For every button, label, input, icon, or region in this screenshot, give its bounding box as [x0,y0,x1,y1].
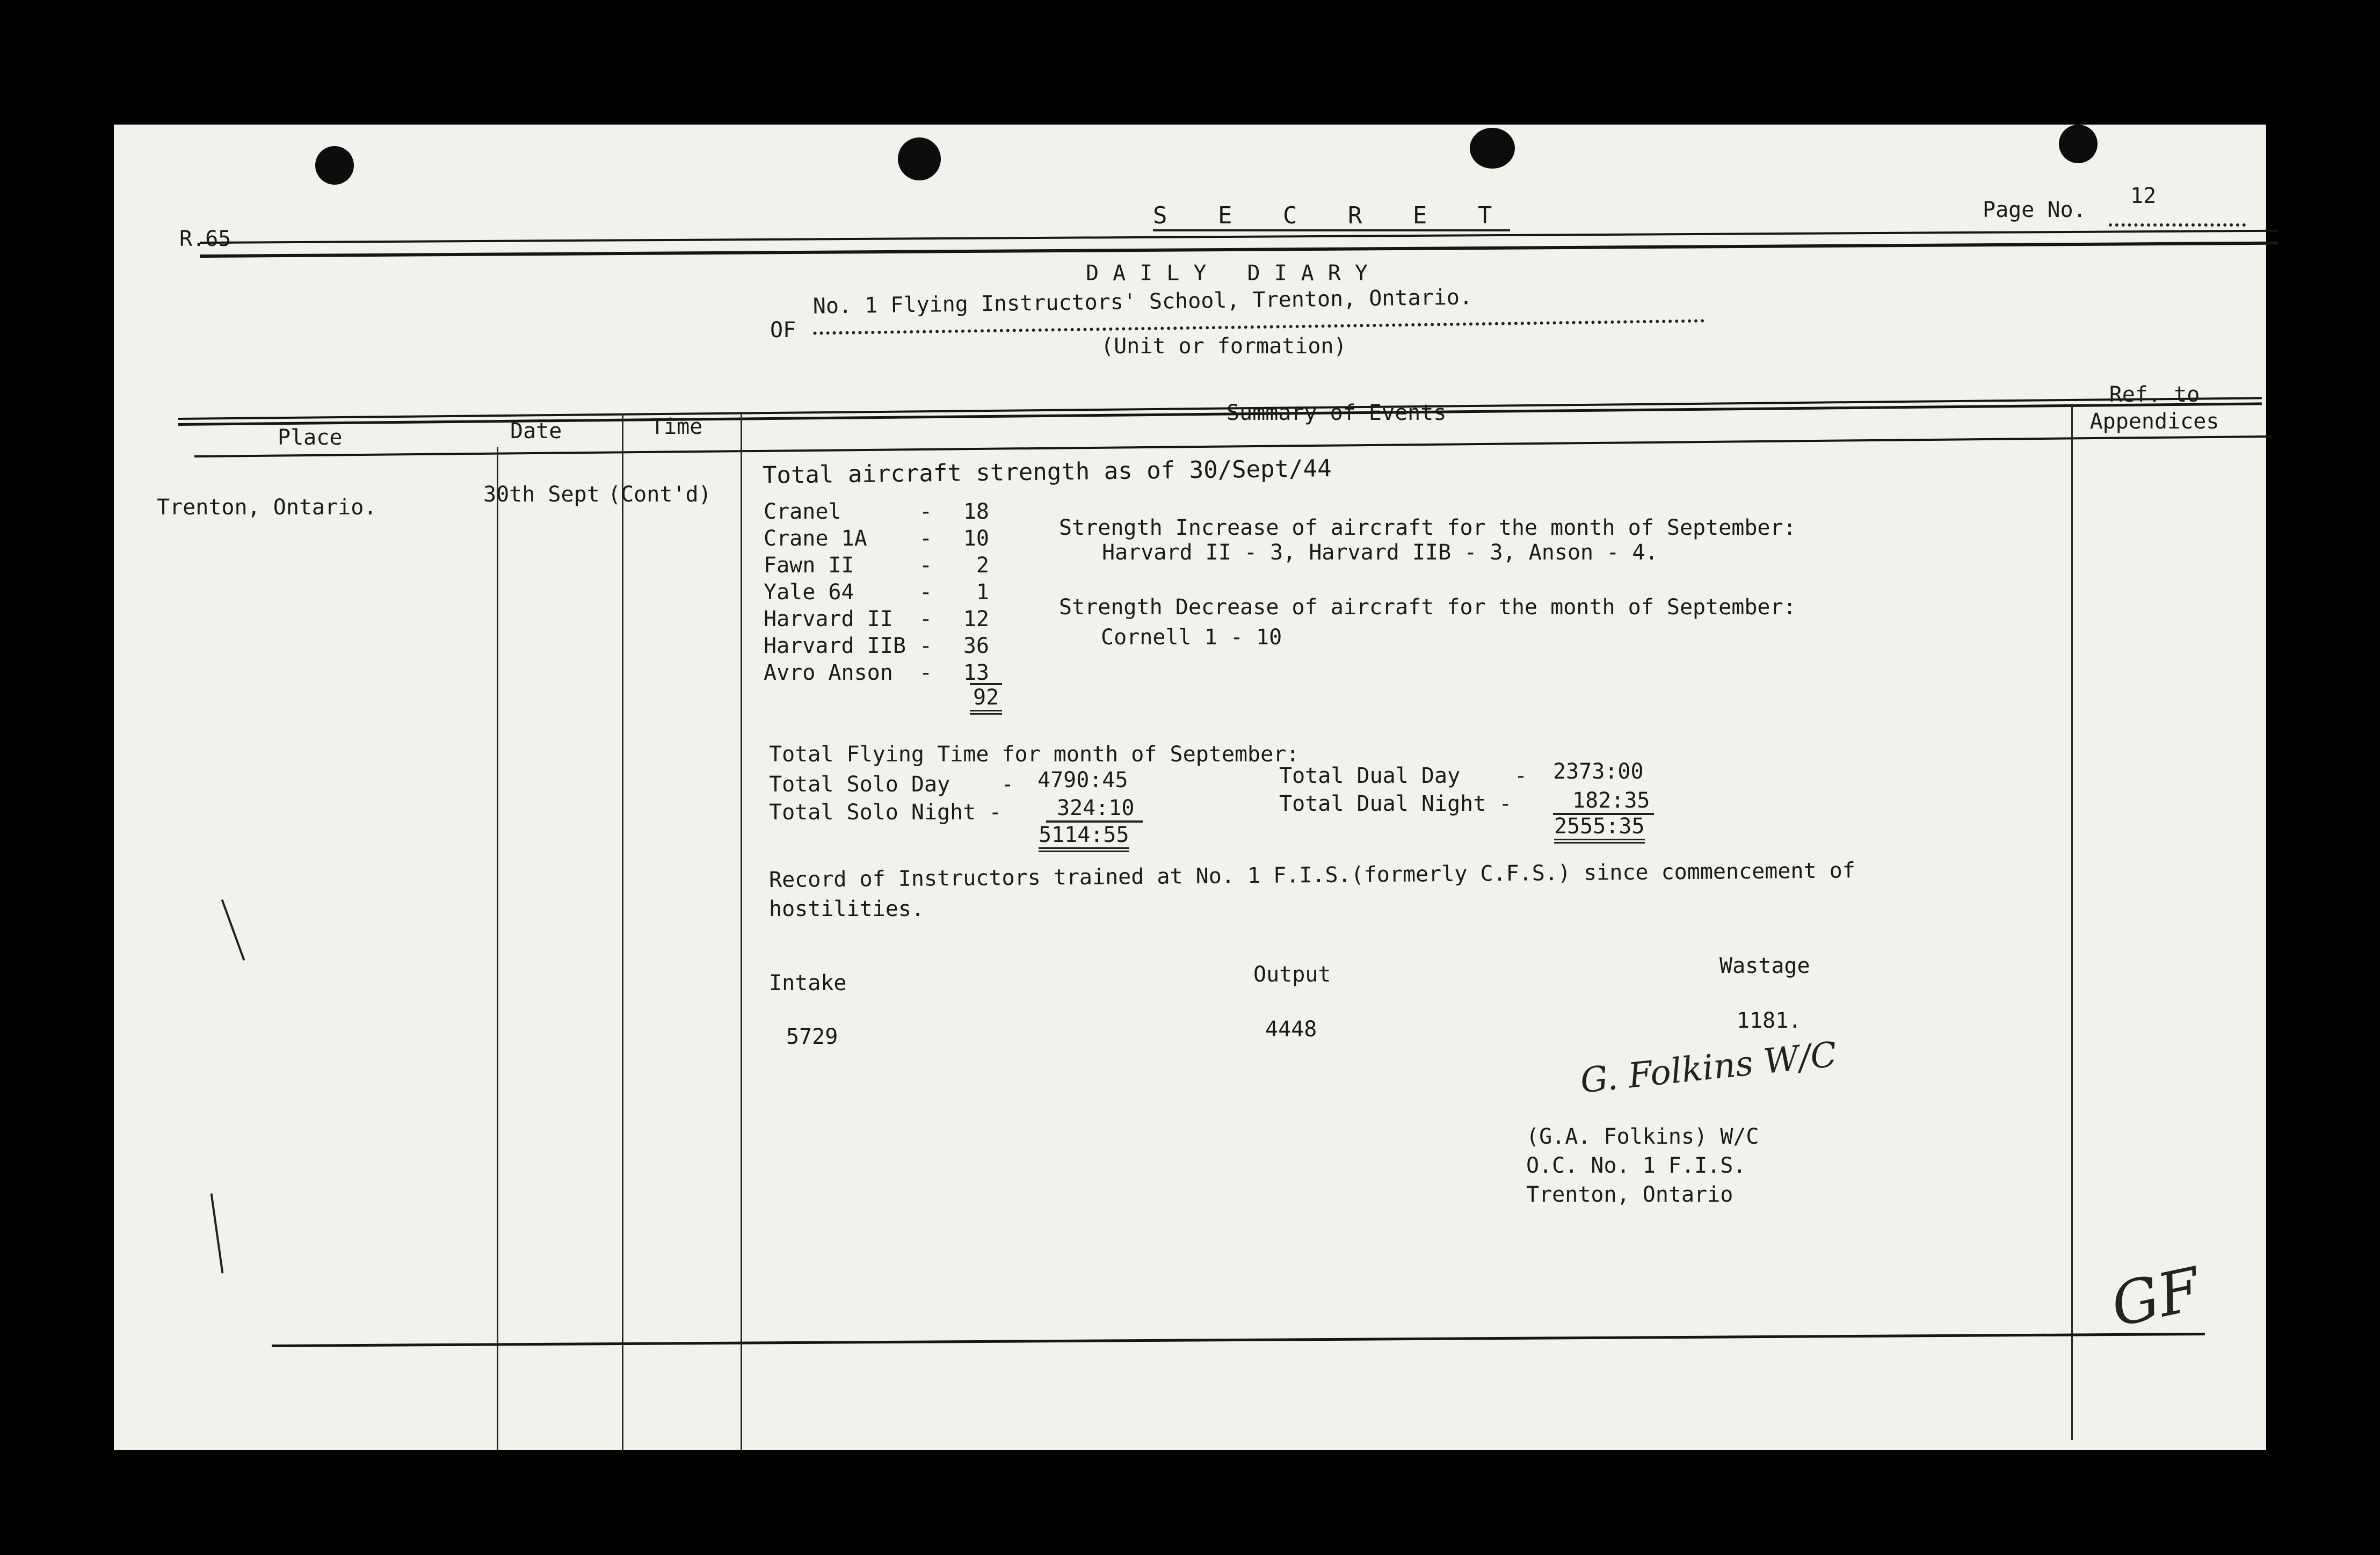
aircraft-count: 1 [976,580,989,605]
record-line-2: hostilities. [769,897,924,921]
aircraft-count: 18 [963,499,989,524]
stray-mark-2 [211,1193,224,1273]
unit-caption: (Unit or formation) [1101,334,1347,359]
solo-day-value: 4790:45 [1037,768,1128,793]
punch-hole-3 [1470,128,1515,169]
solo-total: 5114:55 [1039,823,1129,852]
signature-place: Trenton, Ontario [1526,1182,1733,1207]
output-label: Output [1253,962,1331,987]
dual-night-label: Total Dual Night - [1279,791,1512,816]
solo-night-label: Total Solo Night - [769,800,1002,825]
column-header-date: Date [510,419,562,444]
page-number-label: Page No. [1983,198,2086,222]
record-line-1: Record of Instructors trained at No. 1 F.I.S.(formerly C.F.S.) since commencement of [768,858,1856,892]
aircraft-count: 36 [963,634,989,658]
aircraft-name: Harvard II [764,607,893,631]
aircraft-name: Cranel [764,499,841,524]
column-line-3 [741,415,742,1451]
aircraft-dash: - [919,607,933,631]
aircraft-row [764,660,989,685]
punch-hole-4 [2059,125,2098,163]
aircraft-dash: - [919,499,933,524]
column-header-place: Place [278,425,343,450]
flying-time-heading: Total Flying Time for month of September: [769,742,1300,767]
column-header-ref: Ref. to Appendices [2089,382,2219,434]
solo-night-value: 324:10 [1046,796,1143,823]
dual-day-dash: - [1514,764,1528,788]
of-label: OF [770,318,796,343]
dual-night-value: 182:35 [1553,788,1654,815]
header-rule-top [200,230,2278,244]
aircraft-count: 10 [963,526,989,551]
aircraft-count: 12 [963,607,989,631]
punch-hole-1 [315,146,354,185]
intake-label: Intake [769,971,847,996]
increase-heading: Strength Increase of aircraft for the month of September: [1059,515,1796,540]
aircraft-row [764,526,989,551]
table-top-rule-2 [178,402,2262,426]
entry-time: (Cont'd) [608,482,712,507]
aircraft-dash: - [919,580,933,605]
strength-heading: Total aircraft strength as of 30/Sept/44 [762,455,1332,489]
increase-detail: Harvard II - 3, Harvard IIB - 3, Anson - 4. [1102,540,1658,565]
aircraft-row [764,580,989,605]
aircraft-row [764,607,989,631]
aircraft-name: Avro Anson [764,660,893,685]
output-value: 4448 [1265,1017,1317,1042]
column-header-summary: Summary of Events [1227,401,1447,425]
decrease-detail: Cornell 1 - 10 [1101,625,1282,650]
table-bottom-rule [272,1333,2205,1347]
aircraft-dash: - [919,660,933,685]
column-line-4 [2071,404,2073,1440]
table-top-rule-1 [178,397,2262,420]
signature-name: (G.A. Folkins) W/C [1526,1124,1759,1149]
punch-hole-2 [898,137,941,180]
aircraft-row [764,634,989,658]
unit-name: No. 1 Flying Instructors' School, Trenton, Ontario. [813,281,1705,335]
entry-date: 30th Sept [483,482,600,507]
aircraft-count: 2 [976,553,989,578]
signature-title: O.C. No. 1 F.I.S. [1526,1153,1746,1178]
diary-title: DAILY DIARY [1086,261,1382,286]
aircraft-name: Yale 64 [764,580,854,605]
aircraft-count: 13 [963,660,989,685]
handwritten-signature: G. Folkins W/C [1578,1035,1839,1101]
classification-marking: S E C R E T [1153,202,1510,231]
header-divider [194,435,2273,457]
aircraft-dash: - [919,526,933,551]
column-line-1 [497,447,498,1451]
stray-mark-1 [221,899,245,961]
aircraft-name: Fawn II [764,553,854,578]
intake-value: 5729 [786,1024,838,1049]
column-header-time: Time [651,415,703,439]
entry-place: Trenton, Ontario. [157,495,377,520]
aircraft-dash: - [919,553,933,578]
aircraft-total: 92 [970,683,1002,715]
diary-page [114,125,2266,1450]
dual-day-label: Total Dual Day [1279,764,1461,788]
aircraft-dash: - [919,634,933,658]
dual-total: 2555:35 [1554,814,1645,844]
dual-day-value: 2373:00 [1553,759,1644,784]
wastage-value: 1181. [1737,1008,1802,1033]
form-code: R.65 [179,227,231,251]
decrease-heading: Strength Decrease of aircraft for the month of September: [1059,595,1796,620]
column-line-2 [622,415,623,1451]
wastage-label: Wastage [1719,954,1810,978]
aircraft-name: Crane 1A [764,526,867,551]
solo-day-dash: - [1001,772,1014,797]
aircraft-name: Harvard IIB [764,634,906,658]
handwritten-initials: GF [2105,1254,2206,1340]
aircraft-row [764,499,989,524]
header-rule-bottom [200,242,2278,258]
page-number: 12 [2109,184,2246,227]
solo-day-label: Total Solo Day [769,772,950,797]
aircraft-row [764,553,989,578]
